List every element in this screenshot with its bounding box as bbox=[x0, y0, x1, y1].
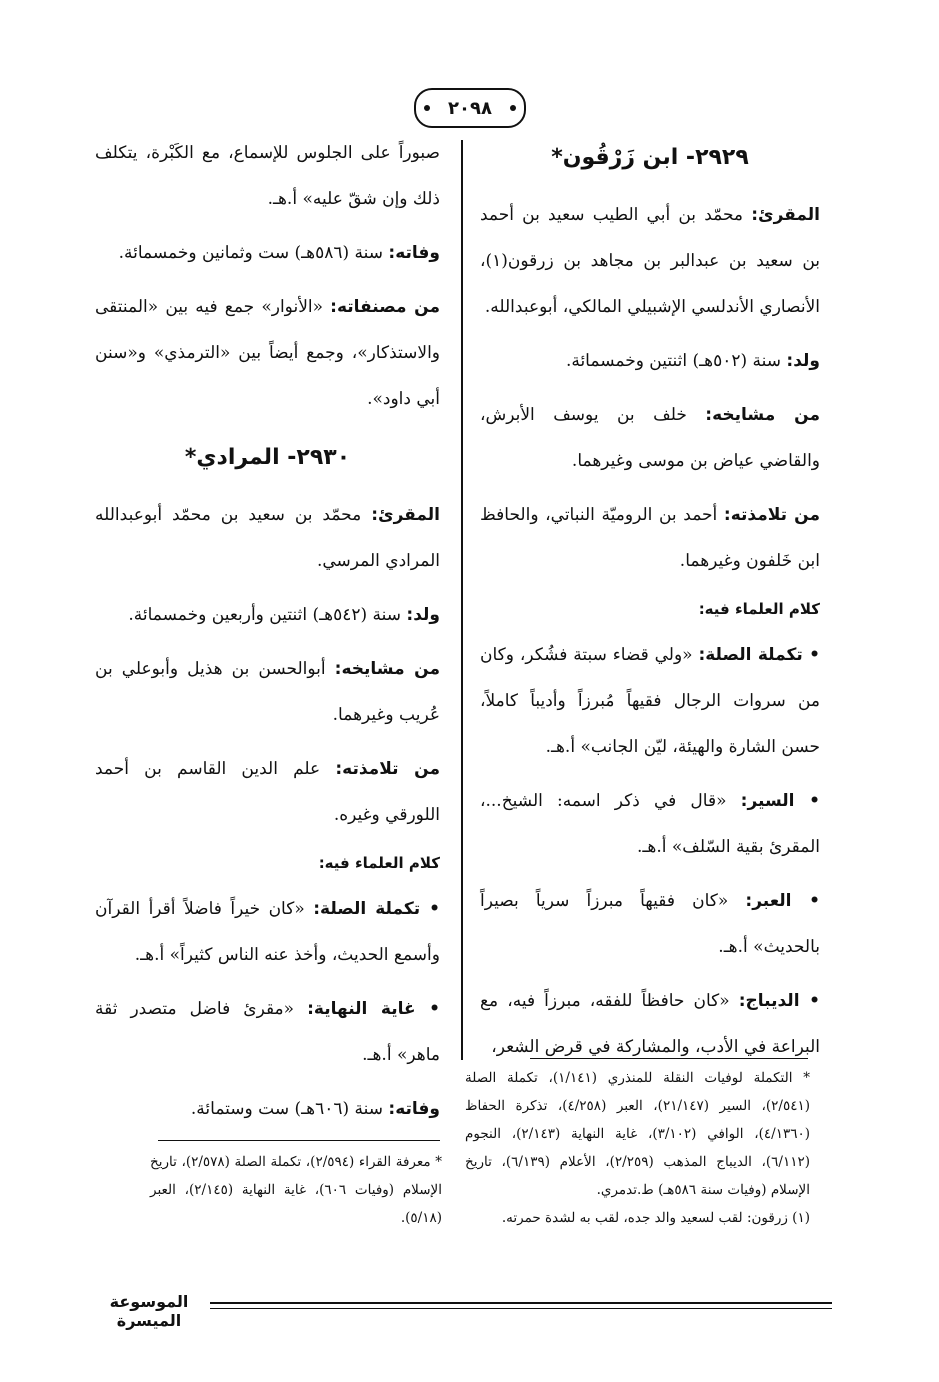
teachers-label: من مشايخه: bbox=[334, 659, 440, 679]
quote-text: «كان حافظاً للفقه، مبرزاً فيه، مع البراعة في الأدب، والمشاركة في قرض الشعر، bbox=[480, 991, 820, 1057]
entry-2930-teachers bbox=[95, 646, 440, 738]
quote-text: «ولي قضاء سبتة فشُكر، وكان من سروات الرجال فقيهاً مُبرزاً وأديباً كاملاً، حسن الشارة والهيئة، ليّن الجانب» أ.هـ. bbox=[480, 645, 820, 757]
quote-text: «كان فقيهاً مبرزاً سرياً بصيراً بالحديث» أ.هـ. bbox=[480, 891, 820, 957]
entry-2930-students bbox=[95, 746, 440, 838]
scholars-heading: كلام العلماء فيه: bbox=[698, 600, 820, 618]
death-text: سنة (٥٨٦هـ) ست وثمانين وخمسمائة. bbox=[118, 243, 389, 263]
quote-label: • تكملة الصلة: bbox=[698, 645, 820, 665]
death-label: وفاته: bbox=[388, 243, 440, 263]
quote-takmilat bbox=[95, 886, 440, 978]
quote-siyar bbox=[480, 778, 820, 870]
quote-text: «مقرئ فاضل متصدر ثقة ماهر» أ.هـ. bbox=[95, 999, 440, 1065]
death-label: وفاته: bbox=[388, 1099, 440, 1119]
entry-2929-teachers bbox=[480, 392, 820, 484]
entry-2929-reciter bbox=[480, 192, 820, 330]
entry-2930-reciter bbox=[95, 492, 440, 584]
quote-ghayat bbox=[95, 986, 440, 1078]
entry-2929-born bbox=[480, 338, 820, 384]
continuation-death bbox=[95, 230, 440, 276]
quote-label: • العبر: bbox=[745, 891, 821, 911]
entry-2929-students bbox=[480, 492, 820, 584]
quote-label: • تكملة الصلة: bbox=[313, 899, 440, 919]
death-text: سنة (٦٠٦هـ) ست وستمائة. bbox=[190, 1099, 389, 1119]
page-number-text: ٢٠٩٨ bbox=[448, 97, 492, 119]
left-column bbox=[95, 130, 440, 1140]
works-text: «الأنوار» جمع فيه بين «المنتقى والاستذكار»، وجمع أيضاً بين «الترمذي» و«سنن أبي داود». bbox=[95, 297, 440, 409]
teachers-text: خلف بن يوسف الأبرش، والقاضي عياض بن موسى وغيرهما. bbox=[480, 405, 820, 471]
quote-text: «كان خيراً فاضلاً أقرأ القرآن وأسمع الحديث، وأخذ عنه الناس كثيراً» أ.هـ. bbox=[95, 899, 440, 965]
reciter-text: محمّد بن سعيد بن محمّد أبوعبدالله المرادي المرسي. bbox=[95, 505, 440, 571]
teachers-text: أبوالحسن بن هذيل وأبوعلي بن عُريب وغيرهما. bbox=[95, 659, 440, 725]
footer-title: الموسوعة الميسرة bbox=[109, 1292, 189, 1330]
entry-2930-death bbox=[95, 1086, 440, 1132]
reciter-label: المقرئ: bbox=[751, 205, 820, 225]
entry-2929-heading: ٢٩٢٩- ابن زَرْقُون* bbox=[551, 145, 749, 170]
entry-2930-born bbox=[95, 592, 440, 638]
reciter-label: المقرئ: bbox=[371, 505, 440, 525]
quote-label: • الديباج: bbox=[738, 991, 820, 1011]
entry-2929-column bbox=[480, 130, 820, 1078]
entry-2930-footnotes bbox=[150, 1148, 442, 1232]
born-label: ولد: bbox=[786, 351, 820, 371]
entry-2929-footnotes bbox=[465, 1064, 810, 1232]
scholars-heading: كلام العلماء فيه: bbox=[318, 854, 440, 872]
quote-label: • السير: bbox=[740, 791, 820, 811]
footnote-1: (١) زرقون: لقب لسعيد والد جده، لقب به لشدة حمرته. bbox=[501, 1210, 810, 1226]
students-label: من تلامذته: bbox=[335, 759, 440, 779]
students-text: أحمد بن الروميّة النباتي، والحافظ ابن خَلفون وغيرهما. bbox=[480, 505, 820, 571]
students-text: علم الدين القاسم بن أحمد اللورقي وغيره. bbox=[95, 759, 440, 825]
quote-ibar bbox=[480, 878, 820, 970]
footnote-rule bbox=[530, 1058, 808, 1059]
quote-text: «قال في ذكر اسمه: الشيخ...، المقرئ بقية السّلف» أ.هـ. bbox=[480, 791, 820, 857]
footnote-sources: * معرفة القراء (٢/٥٩٤)، تكملة الصلة (٢/٥٧٨)، تاريخ الإسلام (وفيات ٦٠٦)، غاية النهاية (٢/١٤٥)، العبر (٥/١٨). bbox=[150, 1154, 442, 1226]
continuation-text: صبوراً على الجلوس للإسماع، مع الكَبْرة، يتكلف ذلك وإن شقّ عليه» أ.هـ. bbox=[95, 143, 440, 209]
born-text: سنة (٥٠٢هـ) اثنتين وخمسمائة. bbox=[565, 351, 787, 371]
footer-rule bbox=[210, 1302, 832, 1309]
students-label: من تلامذته: bbox=[723, 505, 820, 525]
page-number bbox=[414, 88, 526, 128]
continuation-works bbox=[95, 284, 440, 422]
footnote-sources: * التكملة لوفيات النقلة للمنذري (١/١٤١)، تكملة الصلة (٢/٥٤١)، السير (٢١/١٤٧)، العبر (٤/٢٥٨)، تذكرة الحفاظ (٤/١٣٦٠)، الوافي (٣/١٠٢)، غاية النهاية (٢/١٤٣)، النجوم (٦/١١٢)، الديباج المذهب (٢/٢٥٩)، الأعلام (٦/١٣٩)، تاريخ الإسلام (وفيات سنة ٥٨٦هـ) ط.تدمري. bbox=[465, 1070, 810, 1198]
quote-label: • غاية النهاية: bbox=[307, 999, 440, 1019]
reciter-text: محمّد بن أبي الطيب سعيد بن أحمد بن سعيد بن عبدالبر بن مجاهد بن زرقون(١)، الأنصاري الأندلسي الإشبيلي المالكي، أبوعبدالله. bbox=[480, 205, 820, 317]
born-label: ولد: bbox=[406, 605, 440, 625]
born-text: سنة (٥٤٢هـ) اثنتين وأربعين وخمسمائة. bbox=[128, 605, 407, 625]
column-divider bbox=[461, 140, 463, 1060]
works-label: من مصنفاته: bbox=[330, 297, 440, 317]
quote-dibaj bbox=[480, 978, 820, 1070]
quote-takmilat bbox=[480, 632, 820, 770]
teachers-label: من مشايخه: bbox=[705, 405, 820, 425]
footnote-rule bbox=[158, 1140, 440, 1141]
entry-2930-heading: ٢٩٣٠- المرادي* bbox=[184, 445, 351, 470]
